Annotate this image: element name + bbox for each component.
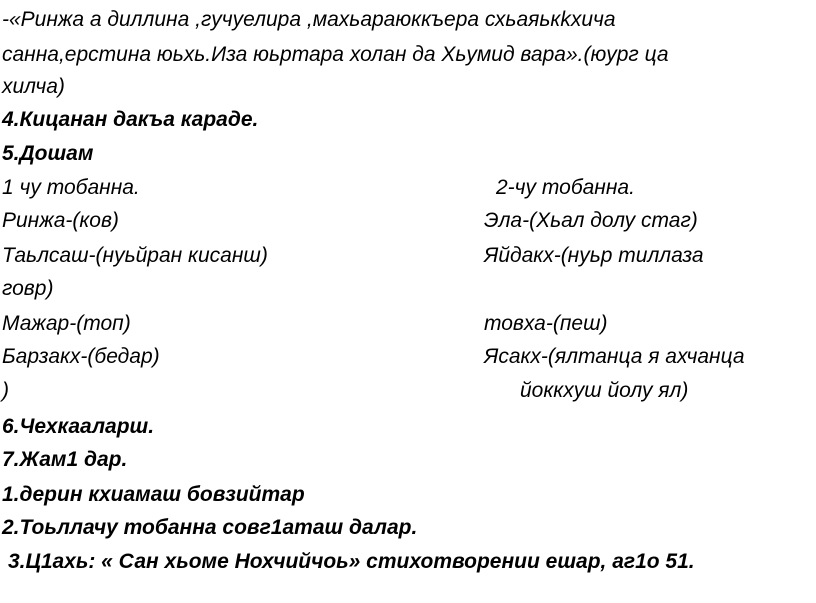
vocab-right-1: Эла-(Хьал долу стаг)	[484, 209, 698, 232]
vocab-left-2-cont: говр)	[2, 277, 54, 300]
section-6-heading: 6.Чехкааларш.	[2, 415, 155, 438]
intro-line-3: хилча)	[2, 75, 65, 98]
vocab-left-4: Барзакх-(бедар)	[2, 345, 160, 368]
intro-line-2: санна,ерстина юьхь.Иза юьртара холан да Хьумид вара».(юург ца	[2, 43, 669, 66]
section-7-heading: 7.Жам1 дар.	[2, 448, 128, 471]
vocab-left-1: Ринжа-(ков)	[2, 209, 119, 232]
vocab-left-4-cont: )	[2, 379, 9, 402]
vocab-right-3: товха-(пеш)	[484, 312, 608, 335]
task-1: 1.дерин кхиамаш бовзийтар	[2, 483, 305, 506]
task-3: 3.Ц1ахь: « Сан хьоме Нохчийчоь» стихотворении ешар, аг1о 51.	[8, 550, 695, 573]
vocab-left-2: Таьлсаш-(нуьйран кисанш)	[2, 244, 268, 267]
vocab-right-2: Яйдакх-(нуьр тиллаза	[484, 244, 704, 267]
group-1-header: 1 чу тобанна.	[2, 176, 140, 199]
task-2: 2.Тоьллачу тобанна совг1аташ далар.	[2, 516, 418, 539]
group-2-header: 2-чу тобанна.	[496, 176, 635, 199]
intro-line-1: -«Ринжа а диллина ,гучуелира ,махьараюккъера схьаяькkхича	[2, 8, 616, 31]
section-4-heading: 4.Кицанан дакъа караде.	[2, 108, 259, 131]
vocab-right-4-cont: йоккхуш йолу ял)	[520, 379, 689, 402]
vocab-right-4: Ясакх-(ялтанца я ахчанца	[484, 345, 745, 368]
vocab-left-3: Мажар-(топ)	[2, 312, 131, 335]
section-5-heading: 5.Дошам	[2, 142, 94, 165]
